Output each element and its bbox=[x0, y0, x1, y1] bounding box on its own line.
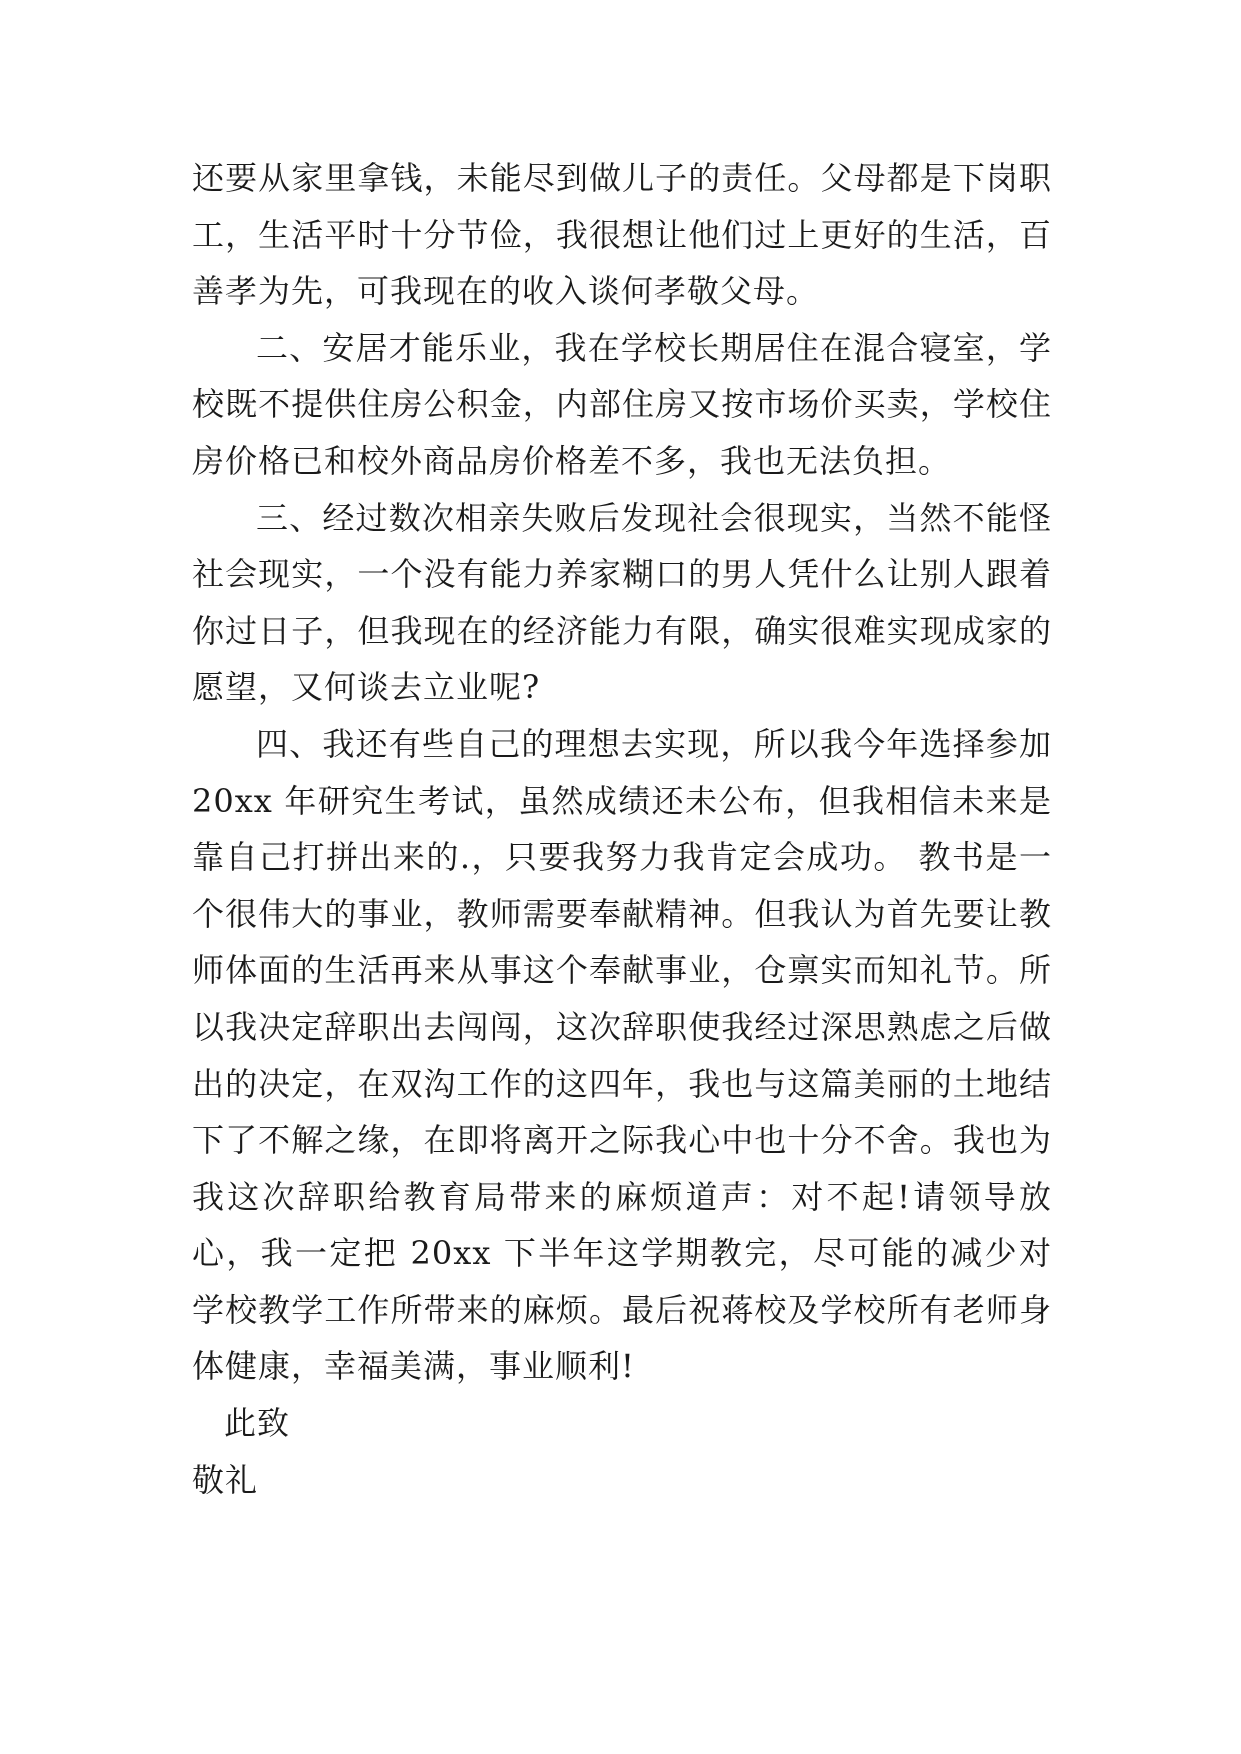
paragraph-4: 四、我还有些自己的理想去实现，所以我今年选择参加20xx 年研究生考试，虽然成绩还未公布，但我相信未来是靠自己打拼出来的.，只要我努力我肯定会成功。 教书是一个很伟大的事业，教师需要奉献精神。但我认为首先要让教师体面的生活再来从事这个奉献事业，仓禀实而知礼节。所以我决定辞职出去闯闯，这次辞职使我经过深思熟虑之后做出的决定，在双沟工作的这四年，我也与这篇美丽的土地结下了不解之缘，在即将离开之际我心中也十分不舍。我也为我这次辞职给教育局带来的麻烦道声：对不起!请领导放心，我一定把 20xx 下半年这学期教完，尽可能的减少对学校教学工作所带来的麻烦。最后祝蒋校及学校所有老师身体健康，幸福美满，事业顺利! bbox=[192, 724, 1052, 1386]
letter-body bbox=[192, 150, 1052, 1508]
paragraph-1: 还要从家里拿钱，未能尽到做儿子的责任。父母都是下岗职工，生活平时十分节俭，我很想让他们过上更好的生活，百善孝为先，可我现在的收入谈何孝敬父母。 bbox=[192, 159, 1052, 311]
paragraph-2: 二、安居才能乐业，我在学校长期居住在混合寝室，学校既不提供住房公积金，内部住房又按市场价买卖，学校住房价格已和校外商品房价格差不多，我也无法负担。 bbox=[192, 328, 1052, 480]
closing-regards: 敬礼 bbox=[192, 1460, 259, 1499]
paragraph-3: 三、经过数次相亲失败后发现社会很现实，当然不能怪社会现实，一个没有能力养家糊口的男人凭什么让别人跟着你过日子，但我现在的经济能力有限，确实很难实现成家的愿望，又何谈去立业呢? bbox=[192, 498, 1052, 707]
closing-salutation: 此致 bbox=[224, 1404, 291, 1443]
